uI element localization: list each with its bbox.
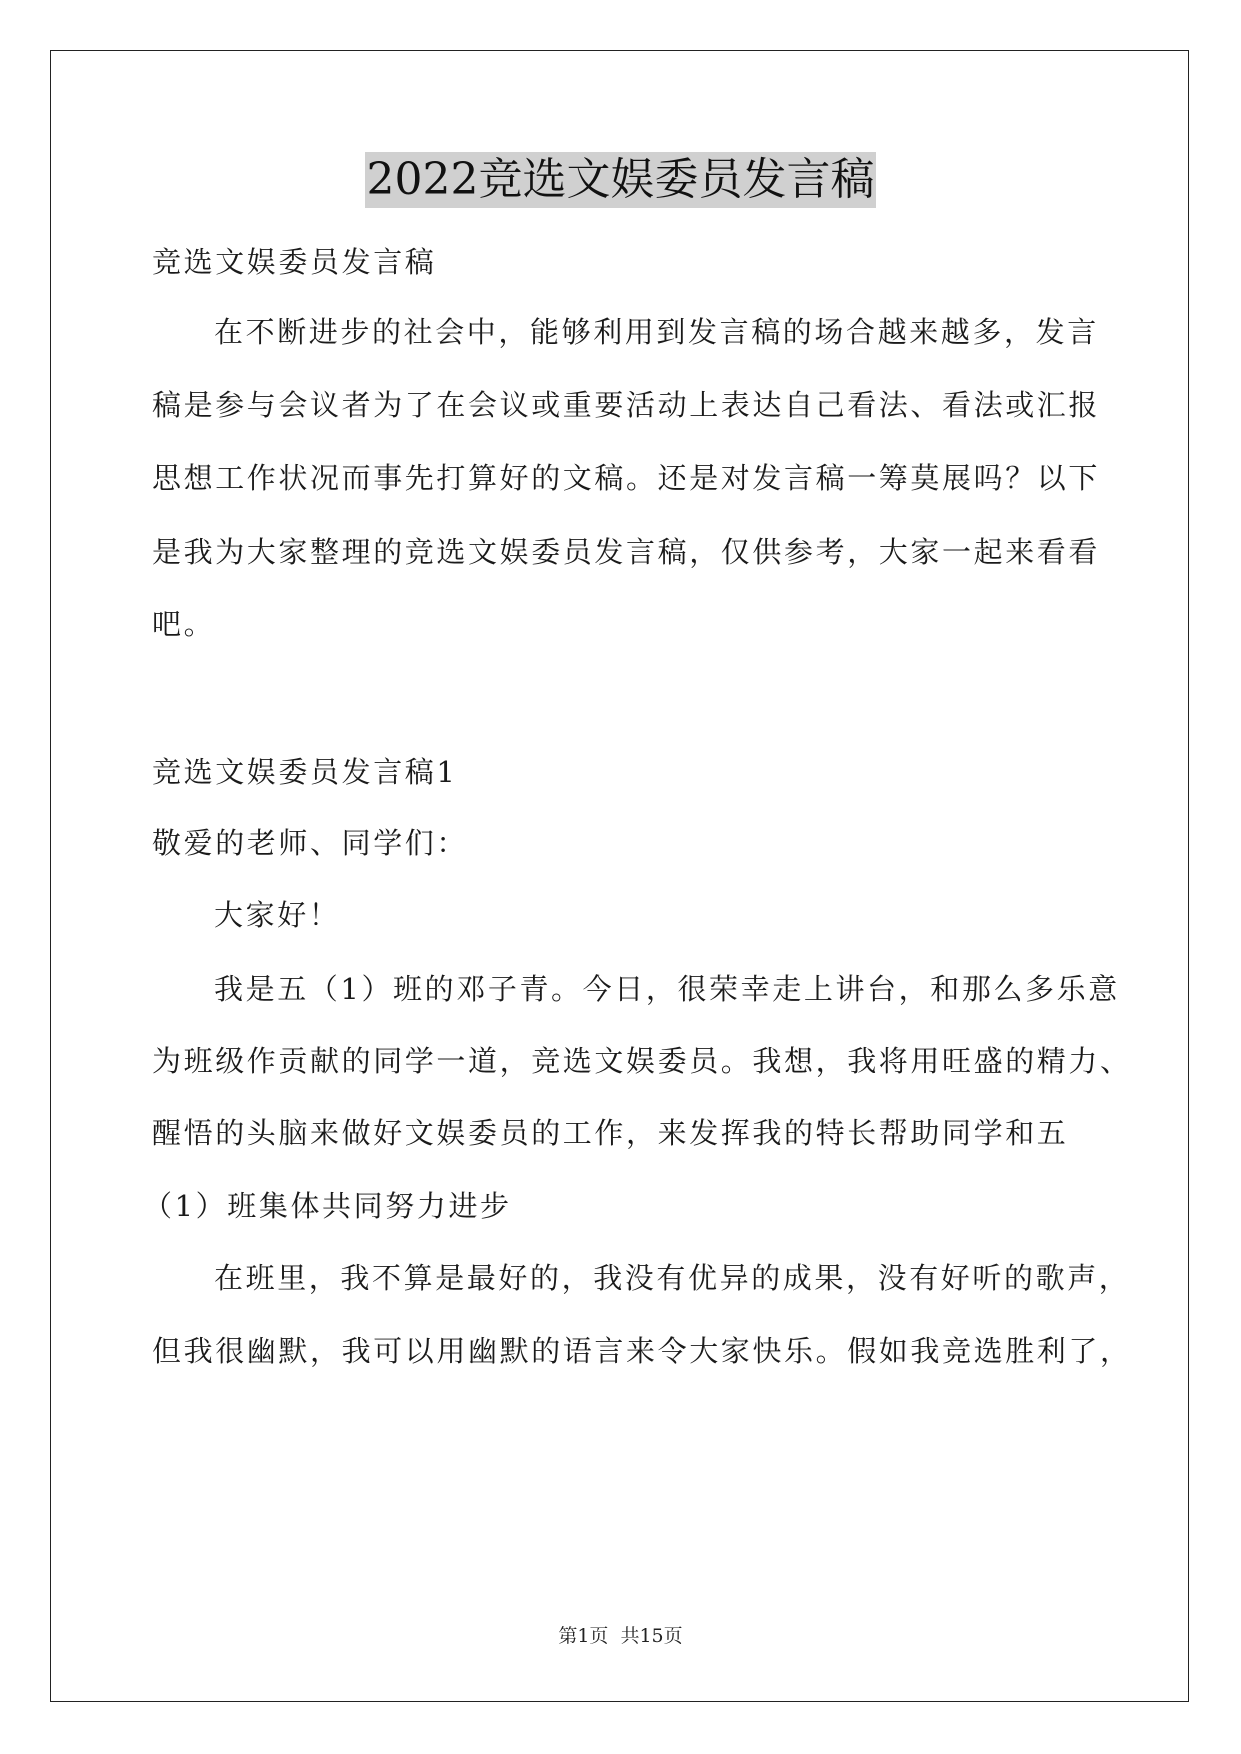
paragraph-line: 在不断进步的社会中，能够利用到发言稿的场合越来越多，发言 [214, 315, 1099, 349]
paragraph-line: 醒悟的头脑来做好文娱委员的工作，来发挥我的特长帮助同学和五 [152, 1116, 1069, 1150]
paragraph-line: 为班级作贡献的同学一道，竞选文娱委员。我想，我将用旺盛的精力、 [152, 1044, 1132, 1078]
paragraph-line: 我是五（1）班的邓子青。今日，很荣幸走上讲台，和那么多乐意 [214, 972, 1120, 1006]
page-total: 共15页 [620, 1625, 683, 1647]
page-border [50, 50, 1189, 1702]
greeting: 大家好！ [214, 898, 341, 932]
document-title: 2022竞选文娱委员发言稿 [365, 152, 877, 208]
page-number: 第1页 [558, 1625, 609, 1647]
section-heading: 竞选文娱委员发言稿1 [152, 755, 458, 789]
paragraph-line: 思想工作状况而事先打算好的文稿。还是对发言稿一筹莫展吗？以下 [152, 461, 1101, 495]
paragraph-line: （1）班集体共同努力进步 [143, 1189, 512, 1223]
paragraph-line: 在班里，我不算是最好的，我没有优异的成果，没有好听的歌声， [214, 1261, 1131, 1295]
paragraph-line: 是我为大家整理的竞选文娱委员发言稿，仅供参考，大家一起来看看 [152, 535, 1101, 569]
title-container [0, 152, 1241, 208]
paragraph-line: 稿是参与会议者为了在会议或重要活动上表达自己看法、看法或汇报 [152, 388, 1101, 422]
paragraph-line: 吧。 [152, 607, 216, 641]
salutation: 敬爱的老师、同学们： [152, 826, 469, 860]
paragraph-line: 但我很幽默，我可以用幽默的语言来令大家快乐。假如我竞选胜利了， [152, 1334, 1132, 1368]
subtitle-line: 竞选文娱委员发言稿 [152, 245, 437, 279]
page-footer [0, 1623, 1241, 1649]
